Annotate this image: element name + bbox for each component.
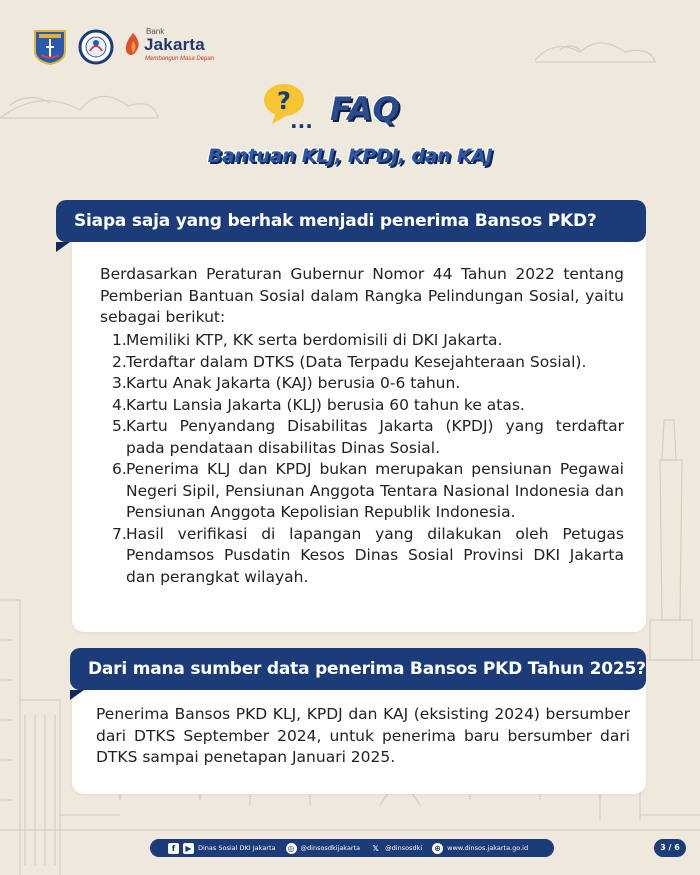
list-item-text: Memiliki KTP, KK serta berdomisili di DKI Jakarta. (126, 331, 503, 349)
list-item-text: Hasil verifikasi di lapangan yang dilakukan oleh Petugas Pendamsos Pusdatin Kesos Dinas Sosial Provinsi DKI Jakarta dan perangkat wilayah. (126, 524, 624, 586)
facebook-icon: f (168, 843, 179, 854)
footer-facebook-youtube[interactable] (168, 843, 276, 854)
list-item-number: 4. (112, 395, 127, 414)
question-bar-2: Dari mana sumber data penerima Bansos PKD Tahun 2025? (70, 648, 646, 690)
question-mark-glyph: ? (277, 87, 291, 115)
page-subtitle: Bantuan KLJ, KPDJ, dan KAJ (207, 145, 493, 167)
list-item (112, 395, 624, 417)
list-item-number: 5. (112, 417, 127, 435)
dinsos-logo-icon (78, 29, 114, 65)
page-indicator: 3 / 6 (654, 839, 686, 857)
ellipsis-glyph: ... (290, 109, 313, 133)
bank-tagline: Membangun Masa Depan (145, 56, 215, 62)
list-item (112, 373, 624, 395)
footer-facebook-label: Dinas Sosial DKI Jakarta (198, 844, 276, 852)
footer-x[interactable] (370, 843, 422, 854)
list-item (112, 352, 624, 374)
list-item (112, 330, 624, 352)
list-item-number: 1. (112, 331, 127, 349)
bank-name: Jakarta (144, 35, 205, 54)
list-item-text: Kartu Anak Jakarta (KAJ) berusia 0-6 tahun. (126, 374, 461, 392)
answer-text-2: Penerima Bansos PKD KLJ, KPDJ dan KAJ (eksisting 2024) bersumber dari DTKS September 2024, untuk penerima baru bersumber dari DTKS sampai penetapan Januari 2025. (96, 705, 630, 766)
bank-jakarta-logo (124, 26, 234, 68)
instagram-icon: ◎ (286, 843, 297, 854)
footer-instagram[interactable] (286, 843, 361, 854)
eligibility-list (112, 330, 624, 588)
question-bar-1: Siapa saja yang berhak menjadi penerima Bansos PKD? (56, 200, 646, 242)
globe-icon: ⊕ (432, 843, 443, 854)
footer-x-label: @dinsosdki (385, 844, 423, 852)
footer-social-bar (150, 839, 554, 857)
list-item-number: 7. (112, 524, 127, 543)
list-item-text: Kartu Penyandang Disabilitas Jakarta (KPDJ) yang terdaftar pada pendataan disabilitas Dinas Sosial. (126, 417, 624, 457)
list-item (112, 416, 624, 459)
youtube-icon: ▶ (183, 843, 194, 854)
list-item-text: Penerima KLJ dan KPDJ bukan merupakan pensiunan Pegawai Negeri Sipil, Pensiunan Anggota Tentara Nasional Indonesia dan Pensiunan Anggota Kepolisian Republik Indonesia. (126, 460, 624, 521)
footer-instagram-label: @dinsosdkijakarta (300, 844, 361, 852)
list-item-text: Kartu Lansia Jakarta (KLJ) berusia 60 tahun ke atas. (126, 395, 525, 414)
list-item-number: 2. (112, 352, 127, 371)
x-icon: 𝕏 (372, 843, 379, 853)
list-item-number: 6. (112, 460, 127, 478)
answer-intro: Berdasarkan Peraturan Gubernur Nomor 44 Tahun 2022 tentang Pemberian Bantuan Sosial dalam Rangka Pelindungan Sosial, yaitu sebagai berikut: (100, 265, 624, 326)
footer-website-label: www.dinsos.jakarta.go.id (447, 844, 529, 852)
list-item-number: 3. (112, 374, 127, 392)
bank-jakarta-flame-icon (124, 32, 142, 58)
list-item (112, 524, 624, 589)
footer-website[interactable] (432, 843, 528, 854)
list-item (112, 459, 624, 524)
list-item-text: Terdaftar dalam DTKS (Data Terpadu Kesejahteraan Sosial). (126, 352, 587, 371)
bank-label-small: Bank (146, 27, 165, 36)
faq-title: FAQ (330, 90, 400, 128)
dki-emblem-icon (33, 29, 67, 65)
